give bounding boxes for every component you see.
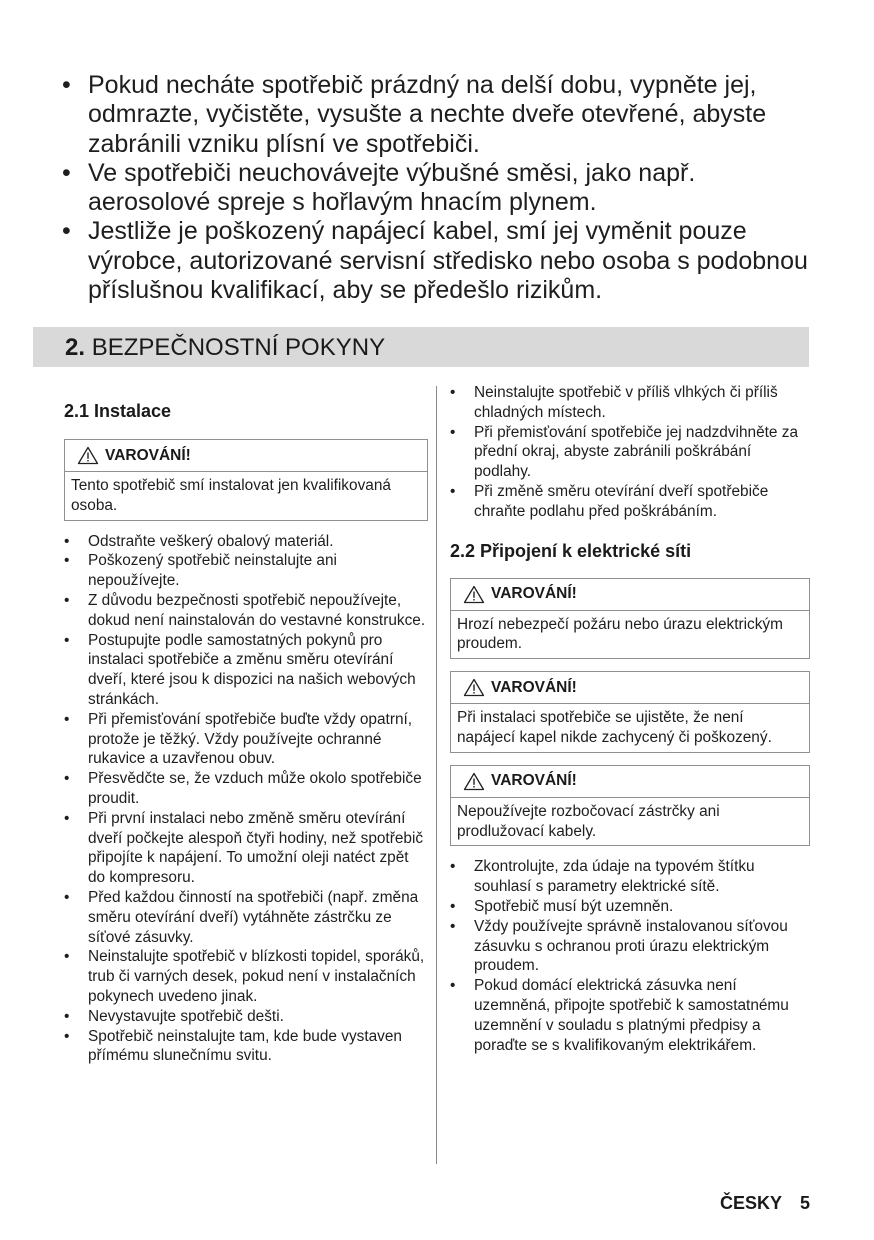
warning-text: Hrozí nebezpečí požáru nebo úrazu elektrickým proudem.	[457, 615, 783, 653]
list-item: • Z důvodu bezpečnosti spotřebič nepoužívejte, dokud není nainstalován do vestavné konstrukce.	[64, 591, 428, 631]
list-item: • Nevystavujte spotřebič dešti.	[64, 1007, 428, 1027]
list-item: • Při přemisťování spotřebiče buďte vždy opatrní, protože je těžký. Vždy používejte ochranné rukavice a uzavřenou obuv.	[64, 710, 428, 769]
warning-label: VAROVÁNÍ!	[491, 585, 577, 603]
electrical-bullet-list	[450, 857, 810, 1055]
page-footer	[720, 1193, 810, 1214]
page-number: 5	[799, 1193, 810, 1213]
warning-triangle-icon	[463, 772, 491, 791]
section-header-band	[33, 327, 809, 367]
subsection-title-installation: 2.1 Instalace	[64, 401, 172, 421]
warning-box	[450, 765, 810, 847]
section-number: 2.	[65, 334, 86, 361]
installation-bullet-list	[64, 532, 428, 1067]
section-title	[65, 335, 385, 361]
warning-triangle-icon	[463, 585, 491, 604]
warning-text: Tento spotřebič smí instalovat jen kvalifikovaná osoba.	[71, 477, 391, 514]
list-item: • Zkontrolujte, zda údaje na typovém štítku souhlasí s parametry elektrické sítě.	[450, 857, 810, 897]
list-item: • Neinstalujte spotřebič v příliš vlhkých či příliš chladných místech.	[450, 383, 810, 423]
warning-triangle-icon	[463, 678, 491, 697]
warning-label: VAROVÁNÍ!	[491, 772, 577, 790]
warning-box	[450, 671, 810, 753]
intro-bullet-list	[62, 71, 822, 305]
list-item: • Při první instalaci nebo změně směru otevírání dveří počkejte alespoň čtyři hodiny, než spotřebič připojíte k napájení. To umožní oleji natéct zpět do kompresoru.	[64, 809, 428, 888]
footer-language: ČESKY	[719, 1193, 782, 1213]
list-item: • Spotřebič musí být uzemněn.	[450, 897, 810, 917]
intro-bullet: • Pokud necháte spotřebič prázdný na delší dobu, vypněte jej, odmrazte, vyčistěte, vysušte a nechte dveře otevřené, abyste zabránili vzniku plísní ve spotřebiči.	[62, 71, 822, 159]
section-title-text: BEZPEČNOSTNÍ POKYNY	[91, 334, 386, 361]
list-item: • Odstraňte veškerý obalový materiál.	[64, 532, 428, 552]
warning-triangle-icon	[77, 446, 105, 465]
list-item: • Vždy používejte správně instalovanou síťovou zásuvku s ochranou proti úrazu elektrickým proudem.	[450, 917, 810, 976]
warning-header	[451, 766, 809, 798]
list-item: • Pokud domácí elektrická zásuvka není uzemněná, připojte spotřebič k samostatnému uzemnění v souladu s platnými předpisy a poraďte se s kvalifikovaným elektrikářem.	[450, 976, 810, 1055]
warning-header	[451, 579, 809, 611]
warning-label: VAROVÁNÍ!	[105, 446, 191, 464]
list-item: • Neinstalujte spotřebič v blízkosti topidel, sporáků, trub či varných desek, pokud není v instalačních pokynech uvedeno jinak.	[64, 947, 428, 1006]
intro-bullet: • Jestliže je poškozený napájecí kabel, smí jej vyměnit pouze výrobce, autorizované servisní středisko nebo osoba s podobnou příslušnou kvalifikací, aby se předešlo rizikům.	[62, 217, 822, 305]
warning-text: Při instalaci spotřebiče se ujistěte, že není napájecí kapel nikde zachycený či poškozený.	[457, 709, 772, 746]
column-divider	[436, 386, 437, 1164]
warning-header	[451, 672, 809, 704]
warning-box	[450, 578, 810, 660]
installation-bullet-list-continued	[450, 383, 810, 522]
intro-bullet: • Ve spotřebiči neuchovávejte výbušné směsi, jako např. aerosolové spreje s hořlavým hnacím plynem.	[62, 159, 822, 218]
list-item: • Poškozený spotřebič neinstalujte ani nepoužívejte.	[64, 551, 428, 591]
warning-text: Nepoužívejte rozbočovací zástrčky ani prodlužovací kabely.	[457, 802, 720, 840]
list-item: • Postupujte podle samostatných pokynů pro instalaci spotřebiče a změnu směru otevírání dveří, které jsou k dispozici na našich webových stránkách.	[64, 631, 428, 710]
list-item: • Při změně směru otevírání dveří spotřebiče chraňte podlahu před poškrábáním.	[450, 482, 810, 522]
subsection-title-electrical: 2.2 Připojení k elektrické síti	[450, 540, 692, 561]
warning-header	[65, 440, 427, 472]
list-item: • Před každou činností na spotřebiči (např. změna směru otevírání dveří) vytáhněte zástrčku ze síťové zásuvky.	[64, 888, 428, 947]
warning-box	[64, 439, 428, 521]
warning-label: VAROVÁNÍ!	[491, 678, 577, 696]
list-item: • Při přemisťování spotřebiče jej nadzdvihněte za přední okraj, abyste zabránili poškrábání podlahy.	[450, 423, 810, 482]
left-column	[64, 380, 428, 1066]
list-item: • Spotřebič neinstalujte tam, kde bude vystaven přímému slunečnímu svitu.	[64, 1027, 428, 1067]
right-column	[450, 380, 810, 1055]
list-item: • Přesvědčte se, že vzduch může okolo spotřebiče proudit.	[64, 769, 428, 809]
